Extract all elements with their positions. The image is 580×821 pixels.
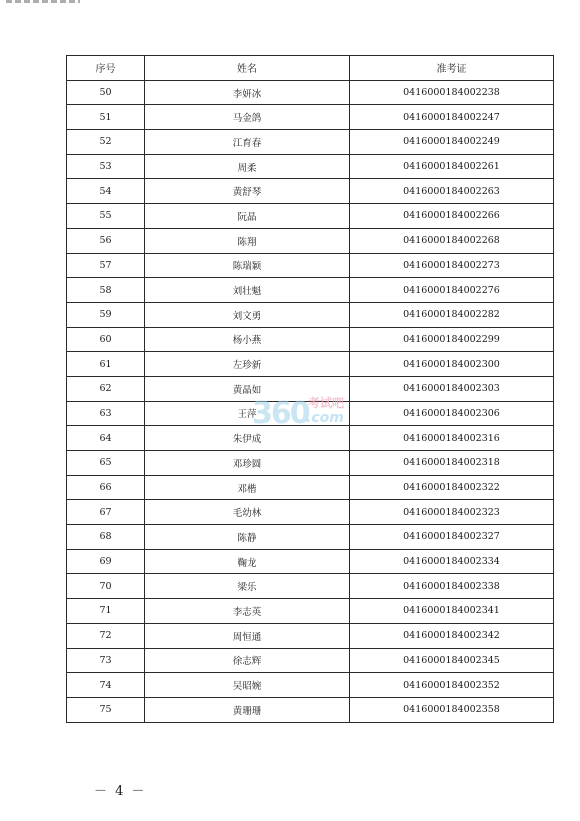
table-row xyxy=(67,327,554,352)
table-row xyxy=(67,253,554,278)
cell-admission-ticket: 0416000184002322 xyxy=(350,475,554,500)
cell-name: 李妍冰 xyxy=(145,80,350,105)
cell-serial-number: 63 xyxy=(67,401,145,426)
cell-serial-number: 56 xyxy=(67,228,145,253)
cell-admission-ticket: 0416000184002327 xyxy=(350,525,554,550)
cell-admission-ticket: 0416000184002249 xyxy=(350,130,554,155)
cell-serial-number: 52 xyxy=(67,130,145,155)
cell-admission-ticket: 0416000184002323 xyxy=(350,500,554,525)
scan-edge-mark xyxy=(6,0,80,3)
cell-admission-ticket: 0416000184002282 xyxy=(350,302,554,327)
cell-admission-ticket: 0416000184002263 xyxy=(350,179,554,204)
cell-admission-ticket: 0416000184002273 xyxy=(350,253,554,278)
cell-serial-number: 68 xyxy=(67,525,145,550)
cell-name: 鞠龙 xyxy=(145,549,350,574)
cell-serial-number: 67 xyxy=(67,500,145,525)
cell-serial-number: 73 xyxy=(67,648,145,673)
table-row xyxy=(67,549,554,574)
cell-admission-ticket: 0416000184002341 xyxy=(350,599,554,624)
cell-admission-ticket: 0416000184002338 xyxy=(350,574,554,599)
cell-serial-number: 71 xyxy=(67,599,145,624)
cell-serial-number: 54 xyxy=(67,179,145,204)
cell-name: 黄舒琴 xyxy=(145,179,350,204)
page-number: － 4 － xyxy=(94,784,147,799)
cell-name: 毛幼林 xyxy=(145,500,350,525)
cell-serial-number: 69 xyxy=(67,549,145,574)
cell-admission-ticket: 0416000184002352 xyxy=(350,673,554,698)
table-row xyxy=(67,451,554,476)
cell-name: 朱伊成 xyxy=(145,426,350,451)
cell-admission-ticket: 0416000184002358 xyxy=(350,697,554,722)
cell-admission-ticket: 0416000184002306 xyxy=(350,401,554,426)
table-row xyxy=(67,475,554,500)
table-row xyxy=(67,648,554,673)
cell-admission-ticket: 0416000184002238 xyxy=(350,80,554,105)
cell-name: 陈翔 xyxy=(145,228,350,253)
table-row xyxy=(67,130,554,155)
cell-admission-ticket: 0416000184002261 xyxy=(350,154,554,179)
table-row xyxy=(67,105,554,130)
cell-serial-number: 62 xyxy=(67,376,145,401)
watermark-cn-text: 考试吧 xyxy=(308,396,345,410)
table-row xyxy=(67,154,554,179)
cell-serial-number: 61 xyxy=(67,352,145,377)
cell-admission-ticket: 0416000184002342 xyxy=(350,623,554,648)
cell-name: 阮晶 xyxy=(145,204,350,229)
table-row xyxy=(67,278,554,303)
table-row xyxy=(67,623,554,648)
cell-name: 李志英 xyxy=(145,599,350,624)
watermark-domain: .com xyxy=(306,410,344,426)
cell-serial-number: 53 xyxy=(67,154,145,179)
candidate-table xyxy=(66,55,554,723)
cell-serial-number: 55 xyxy=(67,204,145,229)
cell-admission-ticket: 0416000184002345 xyxy=(350,648,554,673)
header-admission-ticket: 准考证 xyxy=(350,56,554,81)
cell-serial-number: 75 xyxy=(67,697,145,722)
table-row xyxy=(67,673,554,698)
cell-admission-ticket: 0416000184002300 xyxy=(350,352,554,377)
table-row xyxy=(67,574,554,599)
header-name: 姓名 xyxy=(145,56,350,81)
cell-admission-ticket: 0416000184002334 xyxy=(350,549,554,574)
cell-name: 黄珊珊 xyxy=(145,697,350,722)
table-row xyxy=(67,697,554,722)
cell-serial-number: 57 xyxy=(67,253,145,278)
cell-serial-number: 72 xyxy=(67,623,145,648)
cell-name: 吴昭婉 xyxy=(145,673,350,698)
cell-name: 杨小燕 xyxy=(145,327,350,352)
cell-admission-ticket: 0416000184002276 xyxy=(350,278,554,303)
cell-serial-number: 66 xyxy=(67,475,145,500)
cell-name: 梁乐 xyxy=(145,574,350,599)
site-watermark xyxy=(252,390,362,434)
cell-name: 陈瑞颖 xyxy=(145,253,350,278)
table-header-row xyxy=(67,56,554,81)
cell-serial-number: 58 xyxy=(67,278,145,303)
cell-name: 江育春 xyxy=(145,130,350,155)
cell-serial-number: 60 xyxy=(67,327,145,352)
cell-name: 马金鸽 xyxy=(145,105,350,130)
table-row xyxy=(67,500,554,525)
cell-serial-number: 59 xyxy=(67,302,145,327)
cell-admission-ticket: 0416000184002266 xyxy=(350,204,554,229)
cell-serial-number: 65 xyxy=(67,451,145,476)
table-row xyxy=(67,599,554,624)
cell-serial-number: 70 xyxy=(67,574,145,599)
cell-name: 左珍新 xyxy=(145,352,350,377)
table-row xyxy=(67,525,554,550)
watermark-number: 360 xyxy=(252,396,309,431)
header-serial-number: 序号 xyxy=(67,56,145,81)
cell-name: 邓珍圆 xyxy=(145,451,350,476)
cell-name: 周恒通 xyxy=(145,623,350,648)
table-row xyxy=(67,80,554,105)
cell-serial-number: 51 xyxy=(67,105,145,130)
cell-admission-ticket: 0416000184002247 xyxy=(350,105,554,130)
table-row xyxy=(67,352,554,377)
cell-serial-number: 64 xyxy=(67,426,145,451)
table-row xyxy=(67,204,554,229)
cell-name: 王萍 xyxy=(145,401,350,426)
cell-serial-number: 74 xyxy=(67,673,145,698)
cell-admission-ticket: 0416000184002316 xyxy=(350,426,554,451)
cell-admission-ticket: 0416000184002299 xyxy=(350,327,554,352)
cell-name: 徐志辉 xyxy=(145,648,350,673)
cell-name: 刘壮魁 xyxy=(145,278,350,303)
cell-name: 周柔 xyxy=(145,154,350,179)
cell-serial-number: 50 xyxy=(67,80,145,105)
cell-admission-ticket: 0416000184002268 xyxy=(350,228,554,253)
table-row xyxy=(67,179,554,204)
cell-admission-ticket: 0416000184002303 xyxy=(350,376,554,401)
cell-admission-ticket: 0416000184002318 xyxy=(350,451,554,476)
table-row xyxy=(67,302,554,327)
cell-name: 陈静 xyxy=(145,525,350,550)
table-row xyxy=(67,228,554,253)
cell-name: 刘文勇 xyxy=(145,302,350,327)
cell-name: 黄晶如 xyxy=(145,376,350,401)
cell-name: 邓楷 xyxy=(145,475,350,500)
